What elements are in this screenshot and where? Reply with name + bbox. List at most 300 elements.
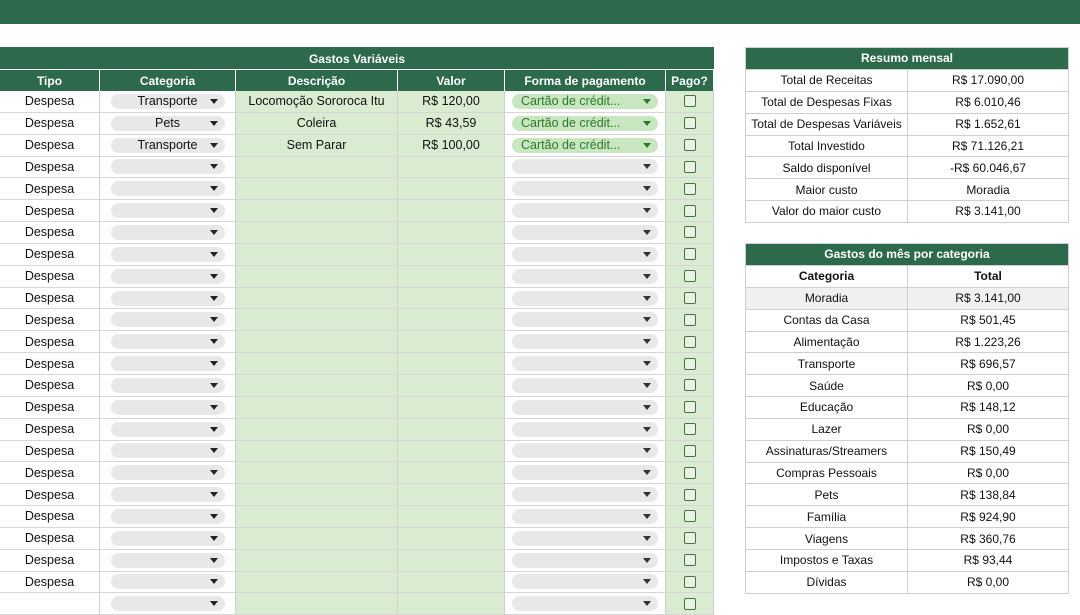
- category-row: [746, 396, 1068, 418]
- category-total: R$ 696,57: [960, 356, 1016, 371]
- category-total: R$ 3.141,00: [955, 291, 1021, 306]
- forma-pagamento-dropdown[interactable]: [512, 159, 658, 174]
- categoria-dropdown[interactable]: [111, 225, 225, 240]
- dropdown-arrow-icon: [210, 317, 218, 322]
- dropdown-arrow-icon: [643, 361, 651, 366]
- descricao-cell[interactable]: [236, 550, 398, 571]
- category-label: Dívidas: [746, 572, 908, 593]
- category-label: Compras Pessoais: [746, 463, 908, 484]
- table-row: [0, 572, 714, 594]
- category-label: Viagens: [746, 528, 908, 549]
- tipo-cell: Despesa: [0, 288, 100, 309]
- summary-row: [746, 178, 1068, 200]
- dropdown-arrow-icon: [643, 164, 651, 169]
- pago-checkbox[interactable]: [684, 248, 696, 260]
- categoria-cell: [100, 397, 236, 418]
- tipo-cell: Despesa: [0, 91, 100, 112]
- forma-pagamento-cell: [505, 572, 666, 593]
- tipo-cell: Despesa: [0, 331, 100, 352]
- pago-cell: [666, 200, 714, 221]
- summary-row: [746, 113, 1068, 135]
- categoria-dropdown[interactable]: [111, 247, 225, 262]
- categoria-dropdown[interactable]: [111, 509, 225, 524]
- forma-pagamento-dropdown[interactable]: [512, 269, 658, 284]
- categoria-cell: [100, 550, 236, 571]
- categoria-dropdown[interactable]: [111, 487, 225, 502]
- tipo-cell: Despesa: [0, 135, 100, 156]
- category-row: [746, 331, 1068, 353]
- pago-checkbox[interactable]: [684, 270, 696, 282]
- top-bar: [0, 0, 1080, 24]
- pago-cell: [666, 331, 714, 352]
- pago-checkbox[interactable]: [684, 183, 696, 195]
- category-row: [746, 571, 1068, 593]
- forma-pagamento-value: Cartão de crédit...: [521, 94, 621, 109]
- dropdown-arrow-icon: [643, 536, 651, 541]
- dropdown-arrow-icon: [210, 121, 218, 126]
- pago-checkbox[interactable]: [684, 139, 696, 151]
- pago-cell: [666, 572, 714, 593]
- table-row: [0, 419, 714, 441]
- pago-cell: [666, 244, 714, 265]
- dropdown-arrow-icon: [643, 143, 651, 148]
- category-total: R$ 0,00: [966, 422, 1010, 437]
- categoria-cell: [100, 441, 236, 462]
- valor-cell[interactable]: [398, 331, 505, 352]
- category-label: Moradia: [746, 288, 908, 309]
- category-total: R$ 148,12: [960, 400, 1016, 415]
- valor-cell[interactable]: [398, 484, 505, 505]
- valor-cell[interactable]: R$ 43,59: [398, 113, 505, 134]
- dropdown-arrow-icon: [643, 339, 651, 344]
- tipo-cell: Despesa: [0, 550, 100, 571]
- pago-checkbox[interactable]: [684, 554, 696, 566]
- table-row: [0, 157, 714, 179]
- categoria-dropdown[interactable]: [111, 422, 225, 437]
- category-label: Alimentação: [746, 332, 908, 353]
- categoria-cell: [100, 113, 236, 134]
- categoria-cell: [100, 331, 236, 352]
- dropdown-arrow-icon: [210, 383, 218, 388]
- forma-pagamento-dropdown[interactable]: [512, 443, 658, 458]
- category-total: R$ 0,00: [966, 466, 1010, 481]
- dropdown-arrow-icon: [210, 405, 218, 410]
- pago-cell: [666, 397, 714, 418]
- dropdown-arrow-icon: [643, 317, 651, 322]
- tipo-cell: Despesa: [0, 441, 100, 462]
- forma-pagamento-cell: [505, 353, 666, 374]
- dropdown-arrow-icon: [210, 230, 218, 235]
- pago-checkbox[interactable]: [684, 445, 696, 457]
- descricao-cell[interactable]: [236, 506, 398, 527]
- forma-pagamento-dropdown[interactable]: [512, 509, 658, 524]
- forma-pagamento-dropdown[interactable]: [512, 247, 658, 262]
- valor-cell[interactable]: [398, 572, 505, 593]
- pago-cell: [666, 550, 714, 571]
- categoria-cell: [100, 157, 236, 178]
- valor-cell[interactable]: R$ 100,00: [398, 135, 505, 156]
- table-row: [0, 506, 714, 528]
- categoria-cell: [100, 200, 236, 221]
- pago-checkbox[interactable]: [684, 117, 696, 129]
- category-row: [746, 287, 1068, 309]
- categoria-dropdown[interactable]: [111, 553, 225, 568]
- dropdown-arrow-icon: [210, 579, 218, 584]
- forma-pagamento-cell: [505, 222, 666, 243]
- table-header-row: [0, 70, 714, 91]
- valor-cell[interactable]: [398, 375, 505, 396]
- descricao-cell[interactable]: [236, 266, 398, 287]
- categoria-dropdown[interactable]: [111, 596, 225, 611]
- forma-pagamento-dropdown[interactable]: [512, 138, 658, 153]
- categoria-cell: [100, 528, 236, 549]
- dropdown-arrow-icon: [210, 492, 218, 497]
- categoria-dropdown[interactable]: [111, 181, 225, 196]
- pago-checkbox[interactable]: [684, 95, 696, 107]
- categoria-cell: [100, 462, 236, 483]
- table-row: [0, 178, 714, 200]
- pago-checkbox[interactable]: [684, 532, 696, 544]
- descricao-cell[interactable]: [236, 419, 398, 440]
- table-row: [0, 244, 714, 266]
- forma-pagamento-dropdown[interactable]: [512, 291, 658, 306]
- category-row: [746, 549, 1068, 571]
- forma-pagamento-dropdown[interactable]: [512, 116, 658, 131]
- forma-pagamento-cell: [505, 266, 666, 287]
- descricao-cell[interactable]: [236, 331, 398, 352]
- pago-cell: [666, 113, 714, 134]
- categoria-dropdown[interactable]: [111, 94, 225, 109]
- dropdown-arrow-icon: [210, 427, 218, 432]
- forma-pagamento-value: Cartão de crédit...: [521, 116, 621, 131]
- categoria-dropdown[interactable]: [111, 400, 225, 415]
- forma-pagamento-cell: [505, 593, 666, 614]
- pago-checkbox[interactable]: [684, 379, 696, 391]
- dropdown-arrow-icon: [643, 470, 651, 475]
- pago-checkbox[interactable]: [684, 336, 696, 348]
- category-label: Assinaturas/Streamers: [746, 441, 908, 462]
- forma-pagamento-dropdown[interactable]: [512, 531, 658, 546]
- forma-pagamento-dropdown[interactable]: [512, 203, 658, 218]
- valor-cell[interactable]: [398, 157, 505, 178]
- pago-cell: [666, 178, 714, 199]
- tipo-cell: Despesa: [0, 178, 100, 199]
- forma-pagamento-cell: [505, 309, 666, 330]
- summary-row: [746, 69, 1068, 91]
- descricao-cell[interactable]: [236, 484, 398, 505]
- category-total: R$ 0,00: [966, 378, 1010, 393]
- forma-pagamento-dropdown[interactable]: [512, 465, 658, 480]
- forma-pagamento-dropdown[interactable]: [512, 400, 658, 415]
- dropdown-arrow-icon: [643, 405, 651, 410]
- valor-cell[interactable]: [398, 309, 505, 330]
- forma-pagamento-cell: [505, 375, 666, 396]
- categoria-dropdown[interactable]: [111, 356, 225, 371]
- forma-pagamento-dropdown[interactable]: [512, 487, 658, 502]
- descricao-cell[interactable]: Sem Parar: [236, 135, 398, 156]
- categoria-value: Transporte: [137, 138, 198, 153]
- forma-pagamento-dropdown[interactable]: [512, 356, 658, 371]
- table-row: [0, 593, 714, 615]
- dropdown-arrow-icon: [210, 536, 218, 541]
- summary-value: R$ 71.126,21: [951, 138, 1025, 153]
- dropdown-arrow-icon: [643, 99, 651, 104]
- category-total: R$ 93,44: [963, 553, 1013, 568]
- valor-cell[interactable]: [398, 178, 505, 199]
- pago-checkbox[interactable]: [684, 292, 696, 304]
- valor-cell[interactable]: [398, 353, 505, 374]
- forma-pagamento-cell: [505, 91, 666, 112]
- tipo-cell: Despesa: [0, 200, 100, 221]
- descricao-cell[interactable]: [236, 593, 398, 614]
- pago-checkbox[interactable]: [684, 205, 696, 217]
- forma-pagamento-dropdown[interactable]: [512, 596, 658, 611]
- forma-pagamento-cell: [505, 113, 666, 134]
- pago-checkbox[interactable]: [684, 226, 696, 238]
- descricao-cell[interactable]: [236, 178, 398, 199]
- table-row: [0, 550, 714, 572]
- pago-checkbox[interactable]: [684, 401, 696, 413]
- pago-cell: [666, 222, 714, 243]
- category-row: [746, 352, 1068, 374]
- categoria-cell: [100, 593, 236, 614]
- tipo-cell: Despesa: [0, 572, 100, 593]
- category-label: Contas da Casa: [746, 310, 908, 331]
- pago-checkbox[interactable]: [684, 161, 696, 173]
- descricao-cell[interactable]: [236, 375, 398, 396]
- forma-pagamento-dropdown[interactable]: [512, 553, 658, 568]
- categoria-dropdown[interactable]: [111, 291, 225, 306]
- descricao-cell[interactable]: [236, 157, 398, 178]
- category-label: Família: [746, 506, 908, 527]
- category-label: Educação: [746, 397, 908, 418]
- categoria-cell: [100, 178, 236, 199]
- tipo-cell: Despesa: [0, 506, 100, 527]
- category-row: [746, 462, 1068, 484]
- descricao-cell[interactable]: Locomoção Sororoca Itu: [236, 91, 398, 112]
- pago-cell: [666, 462, 714, 483]
- forma-pagamento-dropdown[interactable]: [512, 94, 658, 109]
- forma-pagamento-cell: [505, 506, 666, 527]
- category-row: [746, 418, 1068, 440]
- category-total: R$ 138,84: [960, 487, 1016, 502]
- variable-expenses-table: [0, 47, 714, 615]
- forma-pagamento-cell: [505, 178, 666, 199]
- forma-pagamento-cell: [505, 331, 666, 352]
- categoria-dropdown[interactable]: [111, 443, 225, 458]
- pago-cell: [666, 266, 714, 287]
- table-row: [0, 331, 714, 353]
- valor-cell[interactable]: [398, 550, 505, 571]
- tipo-cell: Despesa: [0, 244, 100, 265]
- pago-cell: [666, 484, 714, 505]
- category-label: Saúde: [746, 375, 908, 396]
- summary-value: R$ 17.090,00: [951, 73, 1025, 88]
- descricao-cell[interactable]: [236, 309, 398, 330]
- tipo-cell: Despesa: [0, 222, 100, 243]
- categoria-dropdown[interactable]: [111, 116, 225, 131]
- descricao-cell[interactable]: [236, 572, 398, 593]
- dropdown-arrow-icon: [643, 230, 651, 235]
- summary-value: R$ 3.141,00: [955, 204, 1021, 219]
- pago-cell: [666, 135, 714, 156]
- forma-pagamento-cell: [505, 288, 666, 309]
- summary-label: Total Investido: [746, 136, 908, 157]
- tipo-cell: [0, 593, 100, 614]
- valor-cell[interactable]: [398, 528, 505, 549]
- categoria-cell: [100, 375, 236, 396]
- dropdown-arrow-icon: [210, 99, 218, 104]
- pago-checkbox[interactable]: [684, 510, 696, 522]
- dropdown-arrow-icon: [210, 143, 218, 148]
- category-row: [746, 374, 1068, 396]
- valor-cell[interactable]: R$ 120,00: [398, 91, 505, 112]
- category-label: Transporte: [746, 353, 908, 374]
- pago-checkbox[interactable]: [684, 576, 696, 588]
- categoria-dropdown[interactable]: [111, 203, 225, 218]
- valor-cell[interactable]: [398, 222, 505, 243]
- dropdown-arrow-icon: [210, 514, 218, 519]
- dropdown-arrow-icon: [643, 448, 651, 453]
- col-header-valor: Valor: [398, 70, 505, 91]
- summary-label: Saldo disponível: [746, 157, 908, 178]
- categoria-cell: [100, 135, 236, 156]
- tipo-cell: Despesa: [0, 309, 100, 330]
- valor-cell[interactable]: [398, 462, 505, 483]
- tipo-cell: Despesa: [0, 113, 100, 134]
- forma-pagamento-cell: [505, 441, 666, 462]
- category-row: [746, 309, 1068, 331]
- dropdown-arrow-icon: [643, 383, 651, 388]
- forma-pagamento-cell: [505, 528, 666, 549]
- table-row: [0, 375, 714, 397]
- dropdown-arrow-icon: [210, 470, 218, 475]
- pago-checkbox[interactable]: [684, 489, 696, 501]
- category-panel-title: Gastos do mês por categoria: [746, 244, 1068, 265]
- table-row: [0, 222, 714, 244]
- pago-cell: [666, 375, 714, 396]
- valor-cell[interactable]: [398, 397, 505, 418]
- dropdown-arrow-icon: [210, 186, 218, 191]
- table-title: Gastos Variáveis: [0, 47, 714, 70]
- descricao-cell[interactable]: [236, 353, 398, 374]
- descricao-cell[interactable]: [236, 222, 398, 243]
- forma-pagamento-dropdown[interactable]: [512, 181, 658, 196]
- table-row: [0, 441, 714, 463]
- forma-pagamento-dropdown[interactable]: [512, 225, 658, 240]
- dropdown-arrow-icon: [643, 208, 651, 213]
- summary-row: [746, 200, 1068, 222]
- descricao-cell[interactable]: [236, 462, 398, 483]
- tipo-cell: Despesa: [0, 266, 100, 287]
- forma-pagamento-dropdown[interactable]: [512, 378, 658, 393]
- category-row: [746, 505, 1068, 527]
- col-header-tipo: Tipo: [0, 70, 100, 91]
- dropdown-arrow-icon: [210, 448, 218, 453]
- valor-cell[interactable]: [398, 200, 505, 221]
- pago-checkbox[interactable]: [684, 423, 696, 435]
- descricao-cell[interactable]: Coleira: [236, 113, 398, 134]
- forma-pagamento-cell: [505, 462, 666, 483]
- dropdown-arrow-icon: [210, 208, 218, 213]
- pago-checkbox[interactable]: [684, 358, 696, 370]
- categoria-dropdown[interactable]: [111, 269, 225, 284]
- category-total: R$ 360,76: [960, 531, 1016, 546]
- categoria-cell: [100, 309, 236, 330]
- dropdown-arrow-icon: [210, 252, 218, 257]
- table-row: [0, 309, 714, 331]
- categoria-value: Pets: [154, 116, 180, 131]
- dropdown-arrow-icon: [643, 427, 651, 432]
- descricao-cell[interactable]: [236, 200, 398, 221]
- tipo-cell: Despesa: [0, 462, 100, 483]
- categoria-dropdown[interactable]: [111, 138, 225, 153]
- table-row: [0, 288, 714, 310]
- forma-pagamento-dropdown[interactable]: [512, 312, 658, 327]
- valor-cell[interactable]: [398, 593, 505, 614]
- dropdown-arrow-icon: [210, 164, 218, 169]
- categoria-value: Transporte: [137, 94, 198, 109]
- table-row: [0, 462, 714, 484]
- tipo-cell: Despesa: [0, 528, 100, 549]
- categoria-cell: [100, 222, 236, 243]
- valor-cell[interactable]: [398, 506, 505, 527]
- descricao-cell[interactable]: [236, 397, 398, 418]
- categoria-dropdown[interactable]: [111, 159, 225, 174]
- category-total: R$ 0,00: [966, 575, 1010, 590]
- table-row: [0, 528, 714, 550]
- valor-cell[interactable]: [398, 441, 505, 462]
- summary-value: Moradia: [966, 182, 1010, 197]
- categoria-cell: [100, 266, 236, 287]
- tipo-cell: Despesa: [0, 353, 100, 374]
- categoria-dropdown[interactable]: [111, 574, 225, 589]
- forma-pagamento-dropdown[interactable]: [512, 422, 658, 437]
- dropdown-arrow-icon: [210, 339, 218, 344]
- categoria-dropdown[interactable]: [111, 312, 225, 327]
- dropdown-arrow-icon: [643, 274, 651, 279]
- dropdown-arrow-icon: [643, 252, 651, 257]
- descricao-cell[interactable]: [236, 441, 398, 462]
- forma-pagamento-value: Cartão de crédit...: [521, 138, 621, 153]
- categoria-dropdown[interactable]: [111, 378, 225, 393]
- valor-cell[interactable]: [398, 266, 505, 287]
- dropdown-arrow-icon: [210, 274, 218, 279]
- descricao-cell[interactable]: [236, 244, 398, 265]
- forma-pagamento-cell: [505, 157, 666, 178]
- pago-cell: [666, 353, 714, 374]
- table-row: [0, 397, 714, 419]
- descricao-cell[interactable]: [236, 288, 398, 309]
- summary-label: Total de Despesas Variáveis: [746, 114, 908, 135]
- table-row: [0, 135, 714, 157]
- categoria-dropdown[interactable]: [111, 465, 225, 480]
- summary-label: Total de Despesas Fixas: [746, 92, 908, 113]
- valor-cell[interactable]: [398, 288, 505, 309]
- category-label: Impostos e Taxas: [746, 550, 908, 571]
- valor-cell[interactable]: [398, 419, 505, 440]
- descricao-cell[interactable]: [236, 528, 398, 549]
- forma-pagamento-dropdown[interactable]: [512, 574, 658, 589]
- valor-cell[interactable]: [398, 244, 505, 265]
- forma-pagamento-cell: [505, 550, 666, 571]
- category-label: Pets: [746, 484, 908, 505]
- forma-pagamento-dropdown[interactable]: [512, 334, 658, 349]
- pago-checkbox[interactable]: [684, 314, 696, 326]
- categoria-dropdown[interactable]: [111, 531, 225, 546]
- categoria-dropdown[interactable]: [111, 334, 225, 349]
- pago-checkbox[interactable]: [684, 467, 696, 479]
